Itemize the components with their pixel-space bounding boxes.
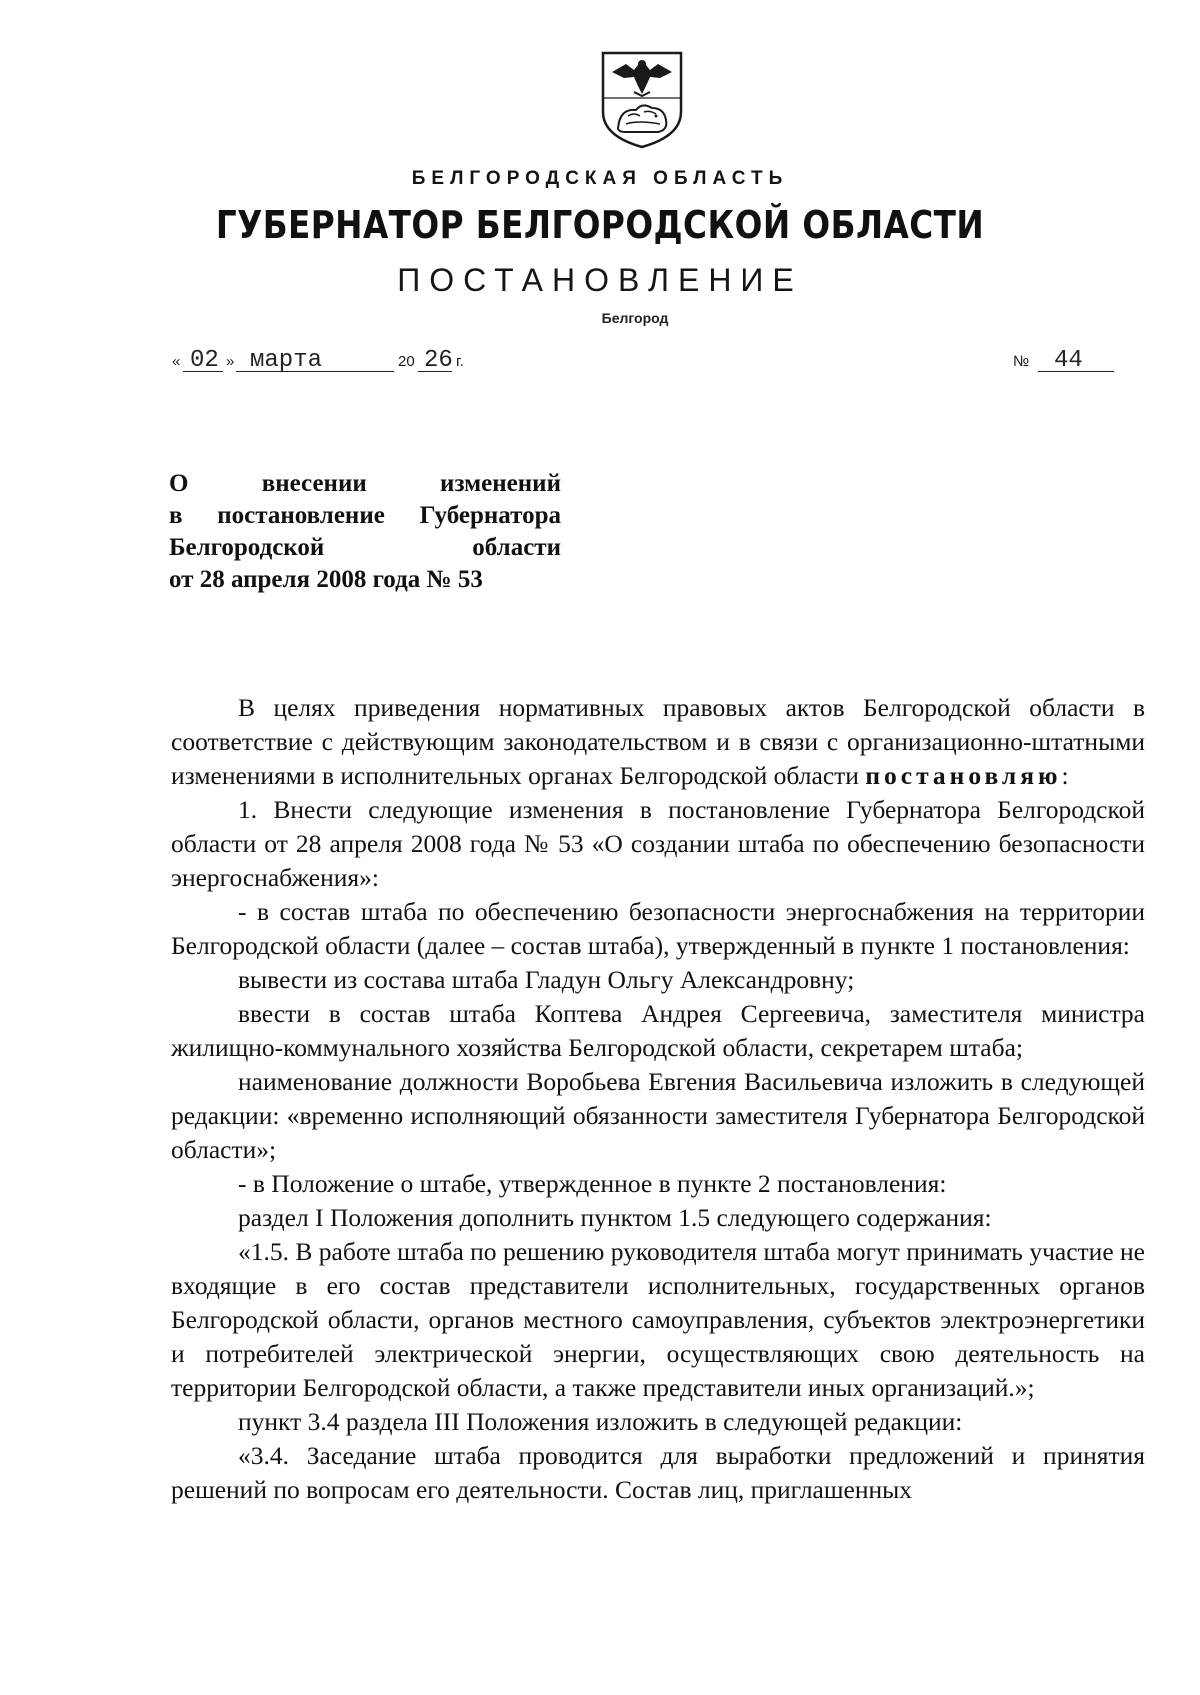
title-line: в постановление Губернатора [169, 502, 561, 529]
date-open-quote: « [172, 353, 181, 370]
paragraph-amend: 1. Внести следующие изменения в постановление Губернатора Белгородской области от 28 апреля 2008 года № 53 «О создании штаба по обеспечению безопасности энергоснабжения»: [171, 795, 1145, 892]
paragraph-regulation: - в Положение о штабе, утвержденное в пункте 2 постановления: [238, 1169, 947, 1198]
document-body [171, 691, 1145, 1507]
date-day: 02 [190, 347, 219, 374]
number-label: № [1013, 353, 1030, 370]
paragraph-remove-member: вывести из состава штаба Гладун Ольгу Александровну; [238, 965, 855, 994]
document-number: 44 [1054, 347, 1083, 374]
region-name: БЕЛГОРОДСКАЯ ОБЛАСТЬ [411, 168, 789, 189]
number-underline [1038, 371, 1114, 372]
paragraph-clause-3-4-intro: пункт 3.4 раздела III Положения изложить в следующей редакции: [238, 1407, 963, 1436]
paragraph-section-1: раздел I Положения дополнить пунктом 1.5 следующего содержания: [238, 1203, 992, 1232]
date-close-quote: » [226, 353, 235, 370]
date-year-underline [418, 371, 452, 372]
intro-text: В целях приведения нормативных правовых актов Белгородской области в соответствие с действующим законодательством и в связи с организационно-штатными изменениями в исполнительных органах Белгородской области [171, 693, 1145, 790]
date-year-suffix: г. [456, 353, 464, 370]
paragraph-staff-composition: - в состав штаба по обеспечению безопасности энергоснабжения на территории Белгородской области (далее – состав штаба), утвержденный в пункте 1 постановления: [171, 897, 1145, 960]
resolves-word: постановляю [865, 761, 1062, 790]
date-year: 26 [424, 347, 453, 374]
title-line: Белгородской области [169, 534, 561, 561]
date-century: 20 [398, 353, 415, 370]
authority-name: ГУБЕРНАТОР БЕЛГОРОДСКОЙ ОБЛАСТИ [215, 203, 985, 247]
date-month-underline [236, 371, 394, 372]
document-title [169, 468, 561, 596]
paragraph-add-member: ввести в состав штаба Коптева Андрея Сергеевича, заместителя министра жилищно-коммунального хозяйства Белгородской области, секретарем штаба; [171, 999, 1145, 1062]
intro-paragraph [171, 691, 1145, 793]
coat-of-arms-icon [600, 50, 684, 150]
paragraph-clause-1-5: «1.5. В работе штаба по решению руководителя штаба могут принимать участие не входящие в его состав представители исполнительных, государственных органов Белгородской области, органов местного самоуправления, субъектов электроэнергетики и потребителей электрической энергии, осуществляющих свою деятельность на территории Белгородской области, а также представители иных организаций.»; [171, 1237, 1145, 1402]
resolves-colon: : [1061, 761, 1069, 790]
date-number-line [166, 336, 1083, 376]
date-day-underline [183, 371, 223, 372]
paragraph-clause-3-4: «3.4. Заседание штаба проводится для выработки предложений и принятия решений по вопросам его деятельности. Состав лиц, приглашенных [171, 1441, 1145, 1504]
document-type: ПОСТАНОВЛЕНИЕ [397, 262, 803, 298]
paragraph-position-title: наименование должности Воробьева Евгения Васильевича изложить в следующей редакции: «временно исполняющий обязанности заместителя Губернатора Белгородской области»; [171, 1067, 1145, 1164]
title-line: от 28 апреля 2008 года № 53 [169, 566, 483, 593]
date-month: марта [250, 347, 323, 374]
title-line: О внесении изменений [169, 470, 561, 497]
city-name: Белгород [601, 310, 669, 326]
